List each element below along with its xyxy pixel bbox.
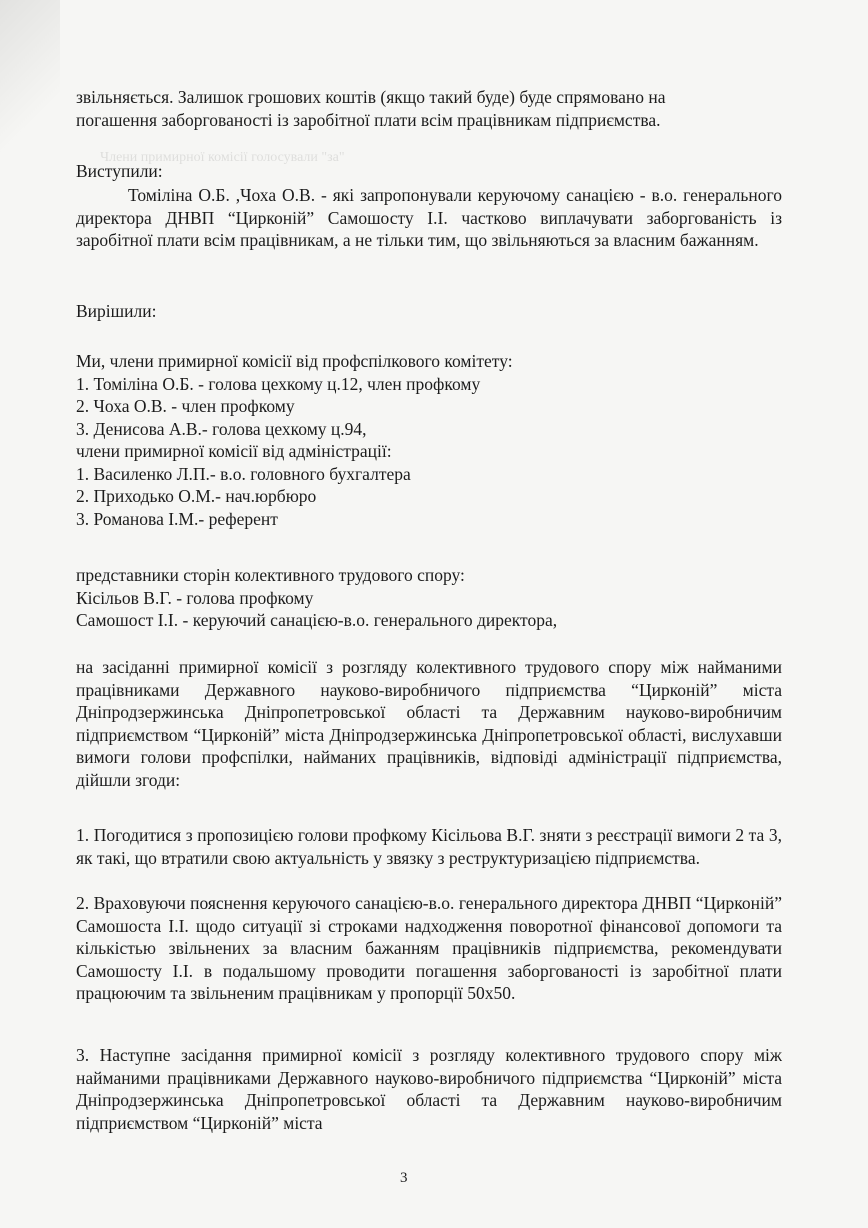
members-heading: Ми, члени примирної комісії від профспілкового комітету: xyxy=(76,351,513,371)
bleed-through-text: Члени примирної комісії голосували "за" xyxy=(100,150,345,165)
scan-shadow xyxy=(0,0,60,200)
agreement-paragraph: на засіданні примирної комісії з розгляду колективного трудового спору між найманими працівниками Державного науково-виробничого підприємства “Цирконій” міста Дніпродзержинська Дніпропетровської області та Державним науково-виробничим підприємством “Цирконій” міста Дніпродзержинська Дніпропетровської області, вислухавши вимоги голови профспілки, найманих працівників, відповіді адміністрації підприємства, дійшли згоди: xyxy=(76,657,782,790)
admin-item: 2. Приходько О.М.- нач.юрбюро xyxy=(76,486,317,506)
reps-heading: представники сторін колективного трудового спору: xyxy=(76,565,465,585)
text-line: погашення заборгованості із заробітної плати всім працівникам підприємства. xyxy=(76,109,661,130)
text-line: звільняється. Залишок грошових коштів (якщо такий буде) буде спрямовано на xyxy=(76,87,666,107)
admin-item: 3. Романова І.М.- референт xyxy=(76,508,278,529)
member-item: 2. Чоха О.В. - член профкому xyxy=(76,396,295,416)
admin-item: 1. Василенко Л.П.- в.о. головного бухгалтера xyxy=(76,463,411,484)
member-item: 1. Томіліна О.Б. - голова цехкому ц.12, член профкому xyxy=(76,373,481,394)
point-3: 3. Наступне засідання примирної комісії з розгляду колективного трудового спору між найманими працівниками Державного науково-виробничого підприємства “Цирконій” міста Дніпродзержинська Дніпропетровської області та Державним науково-виробничим підприємством “Цирконій” міста xyxy=(76,1045,782,1133)
point-2: 2. Враховуючи пояснення керуючого санацією-в.о. генерального директора ДНВП “Цирконій” Самошоста І.І. щодо ситуації зі строками надходження поворотної фінансової допомоги та кількістью звільнених за власним бажанням працівників підприємства, рекомендувати Самошосту І.І. в подальшому проводити погашення заборгованості із заробітної плати працюючим та звільненим працівникам у пропорції 50х50. xyxy=(76,893,782,1003)
rep-item: Самошост І.І. - керуючий санацією-в.о. генерального директора, xyxy=(76,610,558,630)
spoke-paragraph: Томіліна О.Б. ,Чоха О.В. - які запропонували керуючому санацією - в.о. генерального директора ДНВП “Цирконій” Самошосту І.І. частково виплачувати заборгованість із заробітної плати всім працівникам, а не тільки тим, що звільняються за власним бажанням. xyxy=(76,185,782,250)
page-number: 3 xyxy=(400,1170,408,1186)
member-item: 3. Денисова А.В.- голова цехкому ц.94, xyxy=(76,418,367,439)
representatives-section xyxy=(76,564,782,632)
spoke-label: Виступили: xyxy=(76,161,163,181)
decided-label: Вирішили: xyxy=(76,301,157,321)
rep-item: Кісільов В.Г. - голова профкому xyxy=(76,587,314,608)
members-section xyxy=(76,350,782,530)
admin-heading: члени примирної комісії від адміністрації: xyxy=(76,441,392,461)
intro-paragraph xyxy=(76,86,782,131)
point-1: 1. Погодитися з пропозицією голови профкому Кісільова В.Г. зняти з реєстрації вимоги 2 та 3, як такі, що втратили свою актуальність у звязку з реструктуризацією підприємства. xyxy=(76,825,782,868)
